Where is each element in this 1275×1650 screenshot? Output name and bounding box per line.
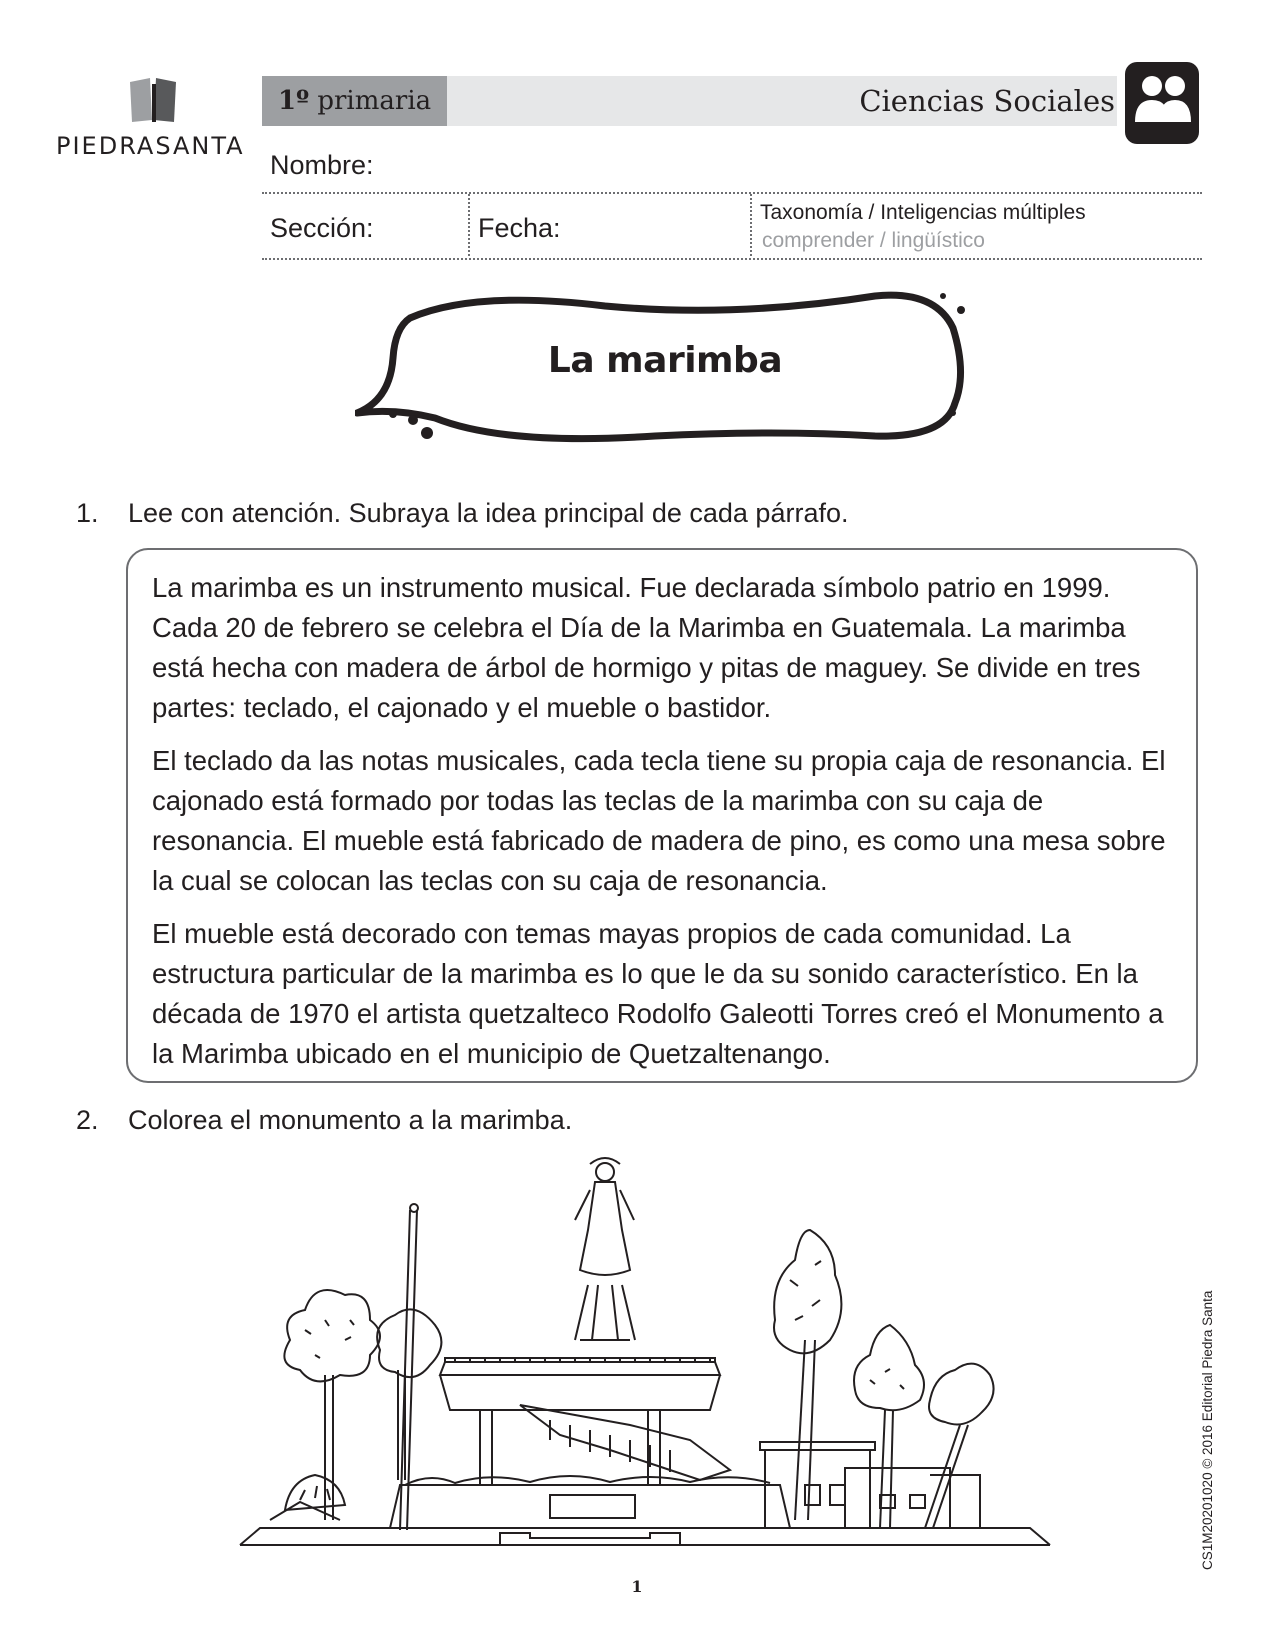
grade-label: 1º primaria xyxy=(262,76,447,126)
reading-box xyxy=(126,548,1198,1083)
subject-title: Ciencias Sociales xyxy=(859,84,1115,118)
section-field-line xyxy=(262,258,1202,260)
section-label: Sección: xyxy=(270,213,374,243)
reading-paragraph: La marimba es un instrumento musical. Fue declarada símbolo patrio en 1999. Cada 20 de febrero se celebra el Día de la Marimba en Guatemala. La marimba está hecha con madera de árbol de hormigo y pitas de maguey. Se divide en tres partes: teclado, el cajonado y el mueble o bastidor. xyxy=(152,572,1141,723)
question-text: Lee con atención. Subraya la idea principal de cada párrafo. xyxy=(128,498,849,528)
marimba-monument-illustration[interactable] xyxy=(230,1150,1060,1560)
name-field-line[interactable] xyxy=(262,192,1202,194)
name-label: Nombre: xyxy=(270,150,374,180)
copyright-notice: CS1M20201020 © 2016 Editorial Piedra Santa xyxy=(1200,1290,1215,1570)
page-title: La marimba xyxy=(547,340,783,381)
publisher-logo-icon xyxy=(128,76,180,124)
field-divider xyxy=(750,194,752,256)
question-text: Colorea el monumento a la marimba. xyxy=(128,1105,573,1135)
reading-paragraph: El teclado da las notas musicales, cada tecla tiene su propia caja de resonancia. El cajonado está formado por todas las teclas de la marimba con su caja de resonancia. El mueble está fabricado de madera de pino, es como una mesa sobre la cual se colocan las teclas con su caja de resonancia. xyxy=(152,745,1166,896)
date-label: Fecha: xyxy=(478,213,561,243)
question-number: 1. xyxy=(76,498,99,528)
taxonomy-title: Taxonomía / Inteligencias múltiples xyxy=(760,201,1086,224)
publisher-logo-text: PIEDRASANTA xyxy=(56,132,245,160)
taxonomy-values: comprender / lingüístico xyxy=(762,229,985,252)
group-people-icon xyxy=(1123,60,1201,146)
reading-paragraph: El mueble está decorado con temas mayas propios de cada comunidad. La estructura particular de la marimba es lo que le da su sonido característico. En la década de 1970 el artista quetzalteco Rodolfo Galeotti Torres creó el Monumento a la Marimba ubicado en el municipio de Quetzaltenango. xyxy=(152,918,1164,1069)
question-number: 2. xyxy=(76,1105,99,1135)
page-number: 1 xyxy=(631,1577,643,1596)
field-divider xyxy=(468,194,470,256)
